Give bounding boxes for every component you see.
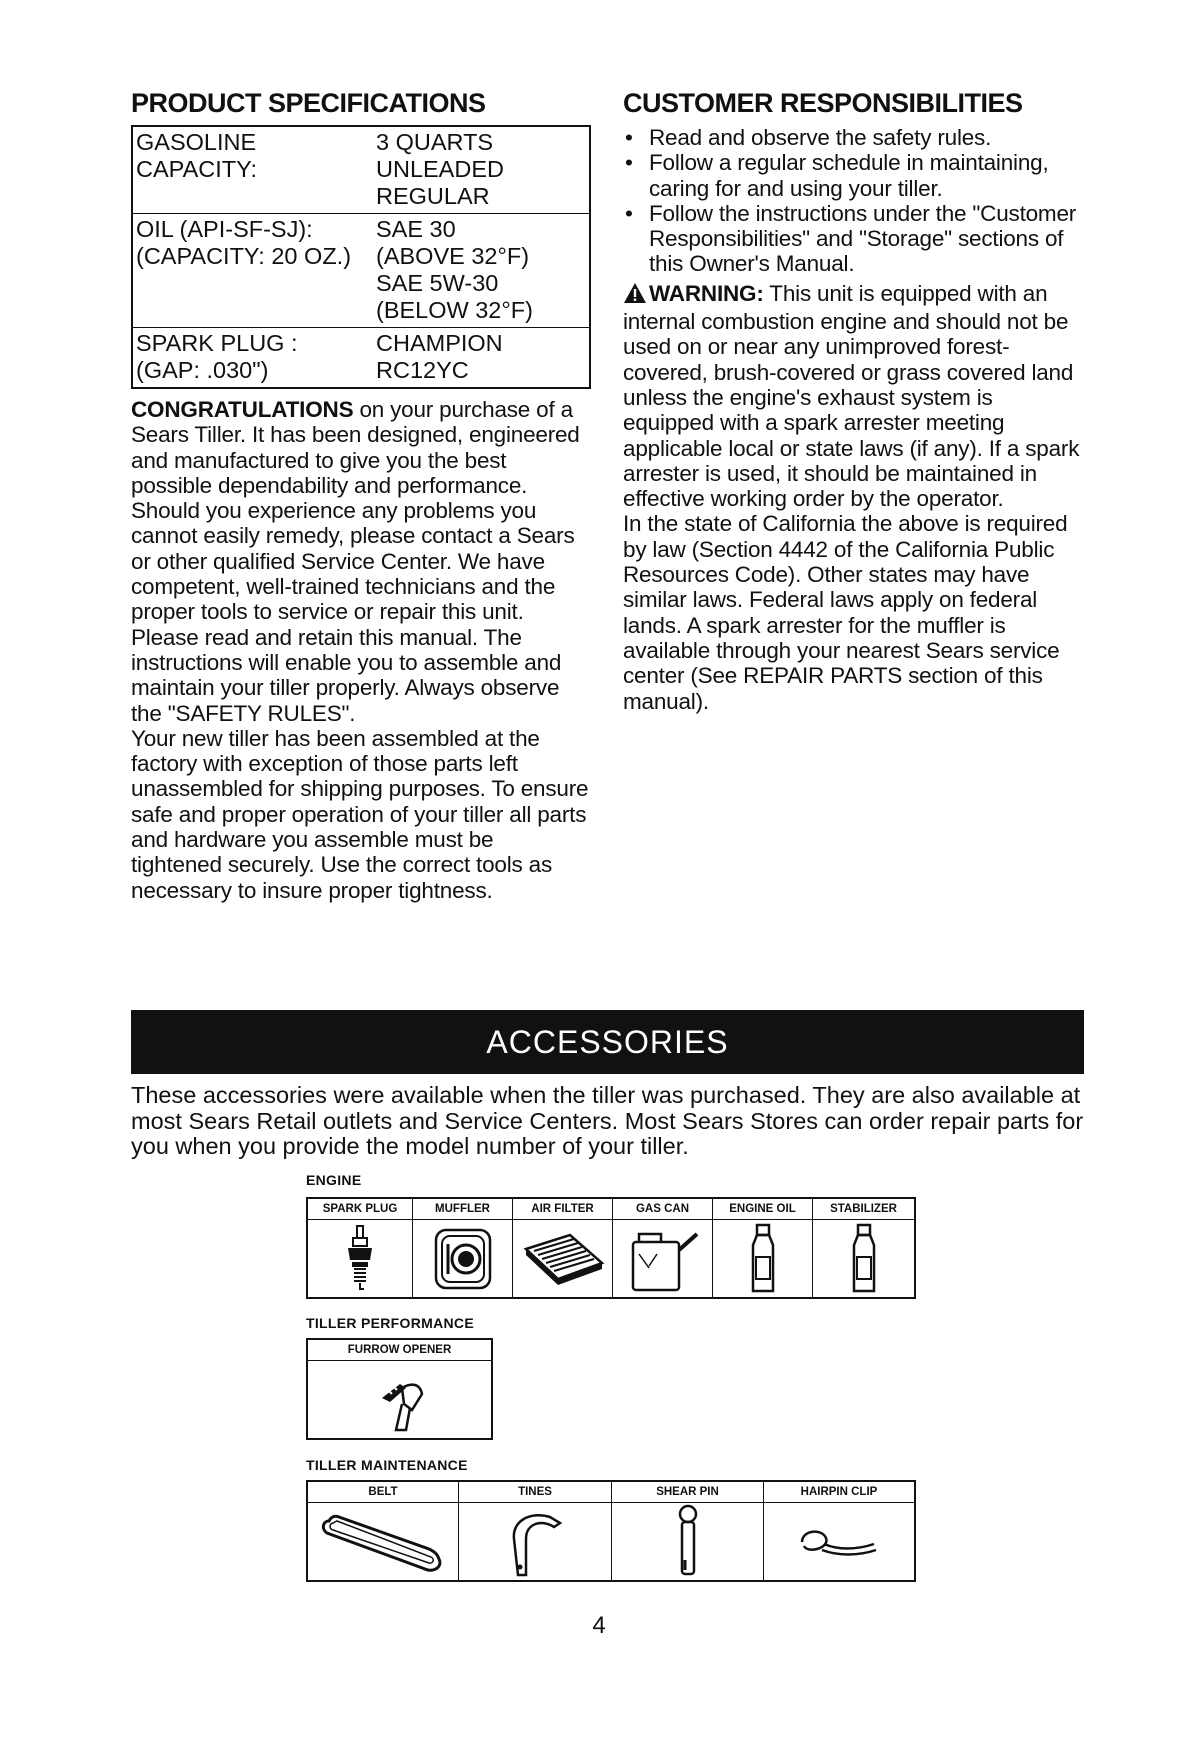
accessory-label: FURROW OPENER	[308, 1340, 491, 1361]
accessory-spark-plug	[308, 1199, 412, 1297]
california-paragraph: In the state of California the above is required by law (Section 4442 of the California Public Resources Code). Other states may have similar laws. Federal laws apply on federal lands. A spark arrester for the muffler is available through your nearest Sears service center (See REPAIR PARTS section of this manual).	[623, 511, 1068, 714]
engine-accessories-grid	[306, 1197, 916, 1299]
accessory-label: ENGINE OIL	[713, 1199, 812, 1220]
warning-paragraph	[623, 281, 1083, 512]
product-specifications-heading: PRODUCT SPECIFICATIONS	[131, 88, 486, 118]
congratulations-paragraph	[131, 397, 589, 498]
tiller-performance-grid	[306, 1338, 493, 1440]
warning-text: This unit is equipped with an internal combustion engine and should not be used on or near any unimproved forest-covered, brush-covered or grass covered land unless the engine's exhaust system is equipped with a spark arrester meeting applicable local or state laws (if any). If a spark arrester is used, it should be maintained in effective working order by the operator.	[623, 280, 1080, 512]
shear-pin-icon	[663, 1504, 713, 1580]
furrow-opener-icon	[360, 1364, 440, 1436]
accessory-label: AIR FILTER	[513, 1199, 612, 1220]
accessory-engine-oil	[712, 1199, 812, 1297]
accessory-label: GAS CAN	[613, 1199, 712, 1220]
list-item: • Follow a regular schedule in maintaining, caring for and using your tiller.	[623, 150, 1083, 201]
stabilizer-bottle-icon	[846, 1223, 882, 1295]
air-filter-icon	[520, 1229, 606, 1289]
accessory-label: HAIRPIN CLIP	[764, 1482, 914, 1503]
accessory-stabilizer	[812, 1199, 914, 1297]
manual-paragraph: Please read and retain this manual. The instructions will enable you to assemble and maintain your tiller properly. Always observe the "SAFETY RULES".	[131, 624, 562, 726]
assembly-paragraph: Your new tiller has been assembled at the factory with exception of those parts left unassembled for shipping purposes. To ensure safe and proper operation of your tiller all parts and hardware you assemble must be tightened securely. Use the correct tools as necessary to insure proper tightness.	[131, 725, 589, 903]
accessory-label: BELT	[308, 1482, 458, 1503]
list-item: • Follow the instructions under the "Customer Responsibilities" and "Storage" sections of this Owner's Manual.	[623, 201, 1083, 277]
spec-label: SPARK PLUG : (GAP: .030")	[136, 330, 298, 383]
hairpin-clip-icon	[794, 1522, 884, 1562]
left-column	[131, 88, 589, 903]
accessory-label: SHEAR PIN	[612, 1482, 763, 1503]
spec-row-spark-plug	[133, 327, 589, 387]
tiller-performance-group-label: TILLER PERFORMANCE	[306, 1315, 474, 1331]
warning-block	[623, 281, 1083, 714]
tine-icon	[490, 1505, 580, 1579]
tiller-maintenance-grid	[306, 1480, 916, 1582]
accessory-belt	[308, 1482, 458, 1580]
accessory-gas-can	[612, 1199, 712, 1297]
accessory-shear-pin	[611, 1482, 763, 1580]
accessory-label: STABILIZER	[813, 1199, 914, 1220]
accessory-furrow-opener	[308, 1340, 491, 1438]
belt-icon	[317, 1507, 449, 1577]
congratulations-body: on your purchase of a Sears Tiller. It has been designed, engineered and manufactured to give you the best possible dependability and performance.	[131, 397, 580, 498]
right-column	[623, 88, 1083, 714]
spec-value: 3 QUARTS UNLEADED REGULAR	[376, 129, 504, 209]
page-number: 4	[592, 1612, 606, 1639]
warning-triangle-icon	[623, 282, 647, 309]
accessories-title: ACCESSORIES	[486, 1023, 729, 1060]
accessory-tines	[458, 1482, 611, 1580]
spec-label: OIL (API-SF-SJ): (CAPACITY: 20 OZ.)	[136, 216, 352, 269]
congratulations-lead: CONGRATULATIONS	[131, 397, 354, 422]
spec-label: GASOLINE CAPACITY:	[136, 129, 258, 182]
spec-row-gasoline	[133, 127, 589, 213]
tiller-maintenance-group-label: TILLER MAINTENANCE	[306, 1457, 468, 1473]
accessories-banner	[131, 1010, 1084, 1074]
list-item: • Read and observe the safety rules.	[623, 125, 1083, 150]
accessory-label: TINES	[459, 1482, 611, 1503]
engine-oil-bottle-icon	[745, 1223, 781, 1295]
engine-group-label: ENGINE	[306, 1172, 362, 1188]
customer-responsibilities-heading: CUSTOMER RESPONSIBILITIES	[623, 88, 1023, 118]
accessory-label: MUFFLER	[413, 1199, 512, 1220]
accessory-hairpin-clip	[763, 1482, 914, 1580]
gas-can-icon	[623, 1224, 703, 1294]
accessory-air-filter	[512, 1199, 612, 1297]
spec-value: CHAMPION RC12YC	[376, 330, 503, 383]
specifications-table	[131, 125, 591, 389]
responsibilities-list	[623, 125, 1083, 277]
warning-label: WARNING:	[649, 280, 764, 306]
accessory-label: SPARK PLUG	[308, 1199, 412, 1220]
muffler-icon	[430, 1224, 496, 1294]
congratulations-text	[131, 397, 589, 903]
accessory-muffler	[412, 1199, 512, 1297]
service-paragraph: Should you experience any problems you cannot easily remedy, please contact a Sears or other qualified Service Center. We have competent, well-trained technicians and the proper tools to service or repair this unit.	[131, 498, 575, 625]
accessories-intro: These accessories were available when the tiller was purchased. They are also available at most Sears Retail outlets and Service Centers. Most Sears Stores can order repair parts for you when you provide the model number of your tiller.	[131, 1082, 1084, 1159]
spark-plug-icon	[340, 1224, 380, 1294]
spec-value: SAE 30 (ABOVE 32°F) SAE 5W-30 (BELOW 32°F)	[376, 216, 533, 323]
spec-row-oil	[133, 213, 589, 327]
